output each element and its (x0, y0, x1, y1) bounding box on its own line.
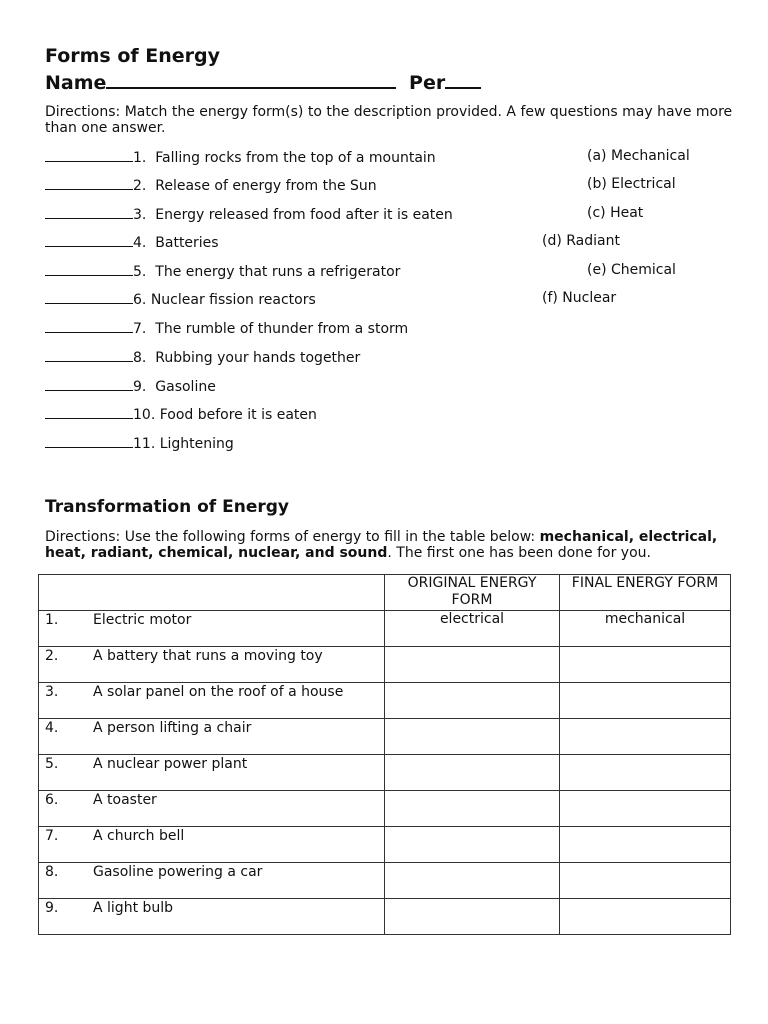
row-description: A light bulb (93, 900, 174, 916)
row-number: 2. (45, 648, 59, 664)
device-cell (39, 827, 385, 863)
question-text: Food before it is eaten (159, 407, 317, 423)
device-cell (39, 647, 385, 683)
device-cell (39, 683, 385, 719)
option-e: (e) Chemical (587, 262, 676, 278)
device-cell (39, 719, 385, 755)
header-final: FINAL ENERGY FORM (560, 575, 731, 611)
section-title: Transformation of Energy (45, 497, 289, 517)
device-cell (39, 863, 385, 899)
row-number: 5. (45, 756, 59, 772)
directions-2-prefix: Directions: Use the following forms of energy to fill in the table below: (45, 529, 540, 545)
energy-table (38, 574, 731, 935)
device-cell (39, 755, 385, 791)
question-item (45, 233, 219, 251)
original-energy-cell[interactable] (385, 719, 560, 755)
row-description: Electric motor (93, 612, 192, 628)
final-energy-cell[interactable] (560, 899, 731, 935)
original-energy-cell[interactable] (385, 899, 560, 935)
question-item (45, 148, 436, 166)
row-description: A nuclear power plant (93, 756, 248, 772)
question-text: Release of energy from the Sun (155, 178, 377, 194)
header-description (39, 575, 385, 611)
answer-blank[interactable] (45, 205, 133, 219)
row-number: 4. (45, 720, 59, 736)
answer-blank[interactable] (45, 262, 133, 276)
table-row (39, 611, 731, 647)
per-label: Per (409, 72, 446, 94)
table-row (39, 719, 731, 755)
table-row (39, 863, 731, 899)
device-cell (39, 899, 385, 935)
answer-blank[interactable] (45, 319, 133, 333)
row-number: 8. (45, 864, 59, 880)
row-description: A person lifting a chair (93, 720, 252, 736)
question-item (45, 377, 216, 395)
device-cell (39, 611, 385, 647)
row-description: A battery that runs a moving toy (93, 648, 323, 664)
device-cell (39, 791, 385, 827)
question-number: 1. (133, 150, 147, 166)
question-item (45, 205, 453, 223)
answer-blank[interactable] (45, 148, 133, 162)
per-blank[interactable] (445, 69, 481, 89)
original-energy-cell[interactable]: electrical (385, 611, 560, 647)
final-energy-cell[interactable] (560, 791, 731, 827)
answer-blank[interactable] (45, 233, 133, 247)
table-row (39, 755, 731, 791)
option-c: (c) Heat (587, 205, 644, 221)
row-number: 1. (45, 612, 59, 628)
option-d: (d) Radiant (542, 233, 620, 249)
question-number: 11. (133, 436, 156, 452)
table-row (39, 899, 731, 935)
question-number: 7. (133, 321, 147, 337)
final-energy-cell[interactable] (560, 647, 731, 683)
name-line (45, 69, 481, 94)
question-number: 9. (133, 379, 147, 395)
final-energy-cell[interactable] (560, 827, 731, 863)
final-energy-cell[interactable] (560, 719, 731, 755)
question-number: 8. (133, 350, 147, 366)
question-item (45, 405, 317, 423)
question-item (45, 434, 234, 452)
row-description: A solar panel on the roof of a house (93, 684, 344, 700)
row-number: 7. (45, 828, 59, 844)
option-f: (f) Nuclear (542, 290, 617, 306)
directions-2 (45, 529, 735, 561)
final-energy-cell[interactable]: mechanical (560, 611, 731, 647)
answer-blank[interactable] (45, 176, 133, 190)
original-energy-cell[interactable] (385, 791, 560, 827)
directions-2-suffix: . The first one has been done for you. (387, 545, 651, 561)
row-description: Gasoline powering a car (93, 864, 263, 880)
directions-1: Directions: Match the energy form(s) to the description provided. A few questions may have more than one answer. (45, 104, 733, 136)
answer-blank[interactable] (45, 434, 133, 448)
row-description: A toaster (93, 792, 157, 808)
original-energy-cell[interactable] (385, 827, 560, 863)
question-number: 4. (133, 235, 147, 251)
question-number: 5. (133, 264, 147, 280)
row-number: 3. (45, 684, 59, 700)
question-text: Lightening (159, 436, 234, 452)
question-item (45, 262, 400, 280)
question-text: Gasoline (155, 379, 216, 395)
question-number: 2. (133, 178, 147, 194)
table-row (39, 683, 731, 719)
header-original: ORIGINAL ENERGY FORM (385, 575, 560, 611)
question-number: 3. (133, 207, 147, 223)
original-energy-cell[interactable] (385, 863, 560, 899)
original-energy-cell[interactable] (385, 647, 560, 683)
answer-blank[interactable] (45, 405, 133, 419)
option-b: (b) Electrical (587, 176, 676, 192)
page-title: Forms of Energy (45, 45, 221, 67)
row-number: 6. (45, 792, 59, 808)
question-item (45, 348, 360, 366)
question-text: Rubbing your hands together (155, 350, 361, 366)
question-number: 10. (133, 407, 156, 423)
name-blank[interactable] (106, 69, 396, 89)
table-row (39, 647, 731, 683)
table-row (39, 827, 731, 863)
answer-blank[interactable] (45, 290, 133, 304)
row-description: A church bell (93, 828, 185, 844)
question-text: The energy that runs a refrigerator (155, 264, 401, 280)
answer-blank[interactable] (45, 348, 133, 362)
original-energy-cell[interactable] (385, 683, 560, 719)
question-item (45, 176, 377, 194)
name-label: Name (45, 72, 107, 94)
question-number: 6. (133, 292, 147, 308)
question-item (45, 290, 316, 308)
question-text: Nuclear fission reactors (150, 292, 316, 308)
row-number: 9. (45, 900, 59, 916)
table-header-row (39, 575, 731, 611)
final-energy-cell[interactable] (560, 863, 731, 899)
option-a: (a) Mechanical (587, 148, 690, 164)
directions-2-forms: mechanical, electrical, heat, radiant, chemical, nuclear, and sound (45, 529, 718, 561)
answer-blank[interactable] (45, 377, 133, 391)
question-text: The rumble of thunder from a storm (155, 321, 409, 337)
final-energy-cell[interactable] (560, 683, 731, 719)
table-row (39, 791, 731, 827)
question-text: Falling rocks from the top of a mountain (155, 150, 436, 166)
question-item (45, 319, 408, 337)
question-text: Batteries (155, 235, 219, 251)
final-energy-cell[interactable] (560, 755, 731, 791)
original-energy-cell[interactable] (385, 755, 560, 791)
question-text: Energy released from food after it is eaten (155, 207, 453, 223)
